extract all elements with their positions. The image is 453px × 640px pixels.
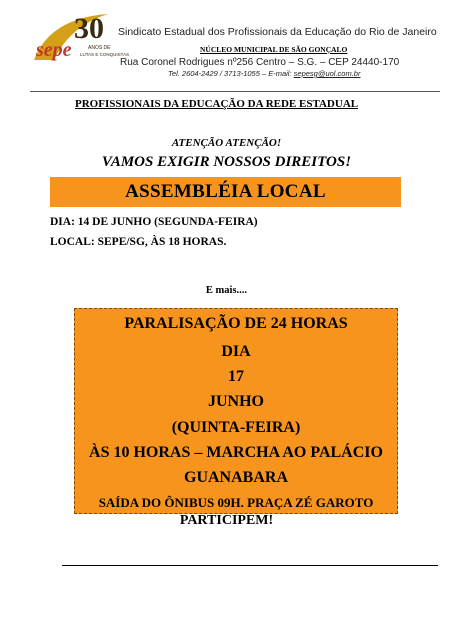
logo-tagline-2: LUTAS E CONQUISTAS (80, 52, 130, 57)
phone-text: Tel. 2604-2429 / 3713-1055 – E-mail: (168, 69, 292, 78)
participate-text: PARTICIPEM! (179, 513, 274, 528)
slogan-text: VAMOS EXIGIR NOSSOS DIREITOS! (101, 154, 352, 170)
org-name: Sindicato Estadual dos Profissionais da Educação do Rio de Janeiro (118, 26, 437, 38)
assembly-location: LOCAL: SEPE/SG, ÀS 18 HORAS. (50, 236, 227, 248)
sepe-logo (30, 8, 130, 70)
logo-brand: sepe (36, 39, 72, 61)
strike-box (74, 308, 398, 514)
and-more-text: E mais.... (205, 285, 248, 296)
logo-tagline-1: ANOS DE (88, 45, 111, 51)
bus-departure: SAÍDA DO ÔNIBUS 09H. PRAÇA ZÉ GAROTO (98, 495, 374, 510)
address: Rua Coronel Rodrigues nº256 Centro – S.G. – CEP 24440-170 (120, 57, 400, 68)
assembly-title: ASSEMBLÉIA LOCAL (125, 181, 326, 202)
strike-line: DIA (221, 343, 251, 360)
header-divider (30, 91, 440, 92)
strike-line: PARALISAÇÃO DE 24 HORAS (124, 315, 348, 332)
logo-number: 30 (74, 12, 104, 45)
strike-line: 17 (228, 368, 244, 385)
contact-line (168, 69, 360, 78)
email-link[interactable]: sepesg@uol.com.br (293, 69, 361, 78)
attention-text: ATENÇÃO ATENÇÃO! (171, 137, 282, 149)
strike-line: (QUINTA-FEIRA) (171, 419, 301, 436)
page-title: PROFISSIONAIS DA EDUCAÇÃO DA REDE ESTADUAL (75, 98, 359, 110)
footer-divider (62, 565, 438, 566)
strike-line: ÀS 10 HORAS – MARCHA AO PALÁCIO (89, 444, 383, 461)
nucleo-name: NÚCLEO MUNICIPAL DE SÃO GONÇALO (200, 45, 348, 54)
assembly-banner (50, 177, 401, 207)
assembly-date: DIA: 14 DE JUNHO (SEGUNDA-FEIRA) (50, 216, 258, 228)
strike-line: JUNHO (208, 393, 264, 410)
strike-line: GUANABARA (184, 469, 288, 486)
